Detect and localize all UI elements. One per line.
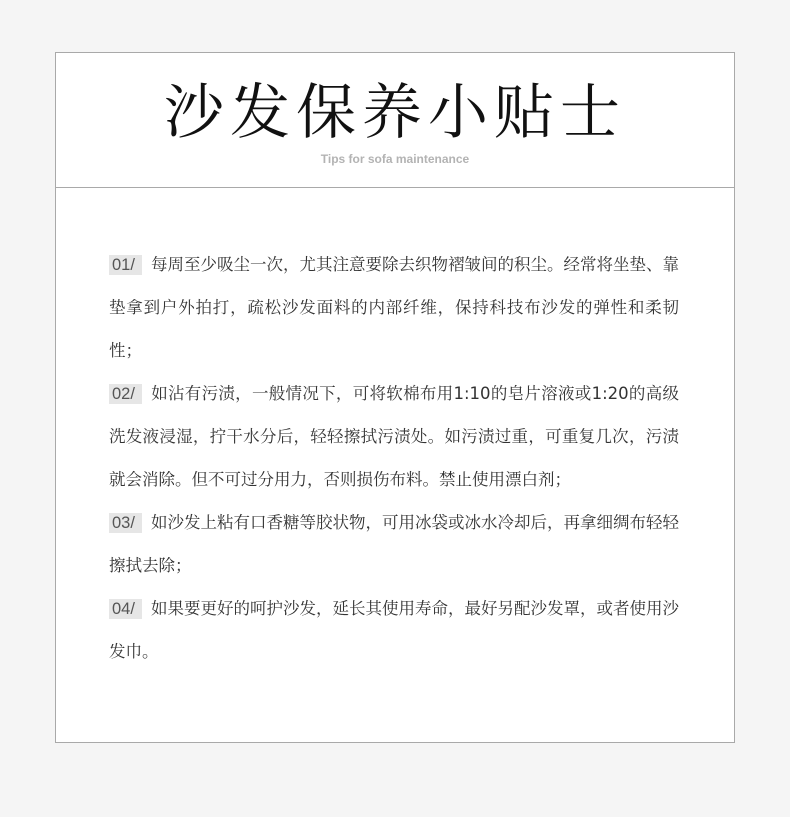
- tip-item: [109, 372, 679, 501]
- card-header: [56, 53, 734, 188]
- tip-text: 如沙发上粘有口香糖等胶状物，可用冰袋或冰水冷却后，再拿细绸布轻轻擦拭去除；: [109, 513, 679, 575]
- tips-list: [109, 243, 679, 673]
- page-subtitle: Tips for sofa maintenance: [320, 152, 470, 166]
- tip-number: 01/: [109, 255, 142, 275]
- tip-number: 02/: [109, 384, 142, 404]
- tip-number: 04/: [109, 599, 142, 619]
- tip-text: 如沾有污渍，一般情况下，可将软棉布用1:10的皂片溶液或1:20的高级洗发液浸湿，拧干水分后，轻轻擦拭污渍处。如污渍过重，可重复几次，污渍就会消除。但不可过分用力，否则损伤布料。禁止使用漂白剂；: [109, 384, 679, 489]
- tip-item: [109, 501, 679, 587]
- tip-item: [109, 243, 679, 372]
- page-title: 沙发保养小贴士: [164, 78, 626, 148]
- tip-number: 03/: [109, 513, 142, 533]
- tips-card: [55, 52, 735, 743]
- tip-text: 每周至少吸尘一次，尤其注意要除去织物褶皱间的积尘。经常将坐垫、靠垫拿到户外拍打，疏松沙发面料的内部纤维，保持科技布沙发的弹性和柔韧性；: [109, 255, 679, 360]
- tip-text: 如果要更好的呵护沙发，延长其使用寿命，最好另配沙发罩，或者使用沙发巾。: [109, 599, 679, 661]
- tip-item: [109, 587, 679, 673]
